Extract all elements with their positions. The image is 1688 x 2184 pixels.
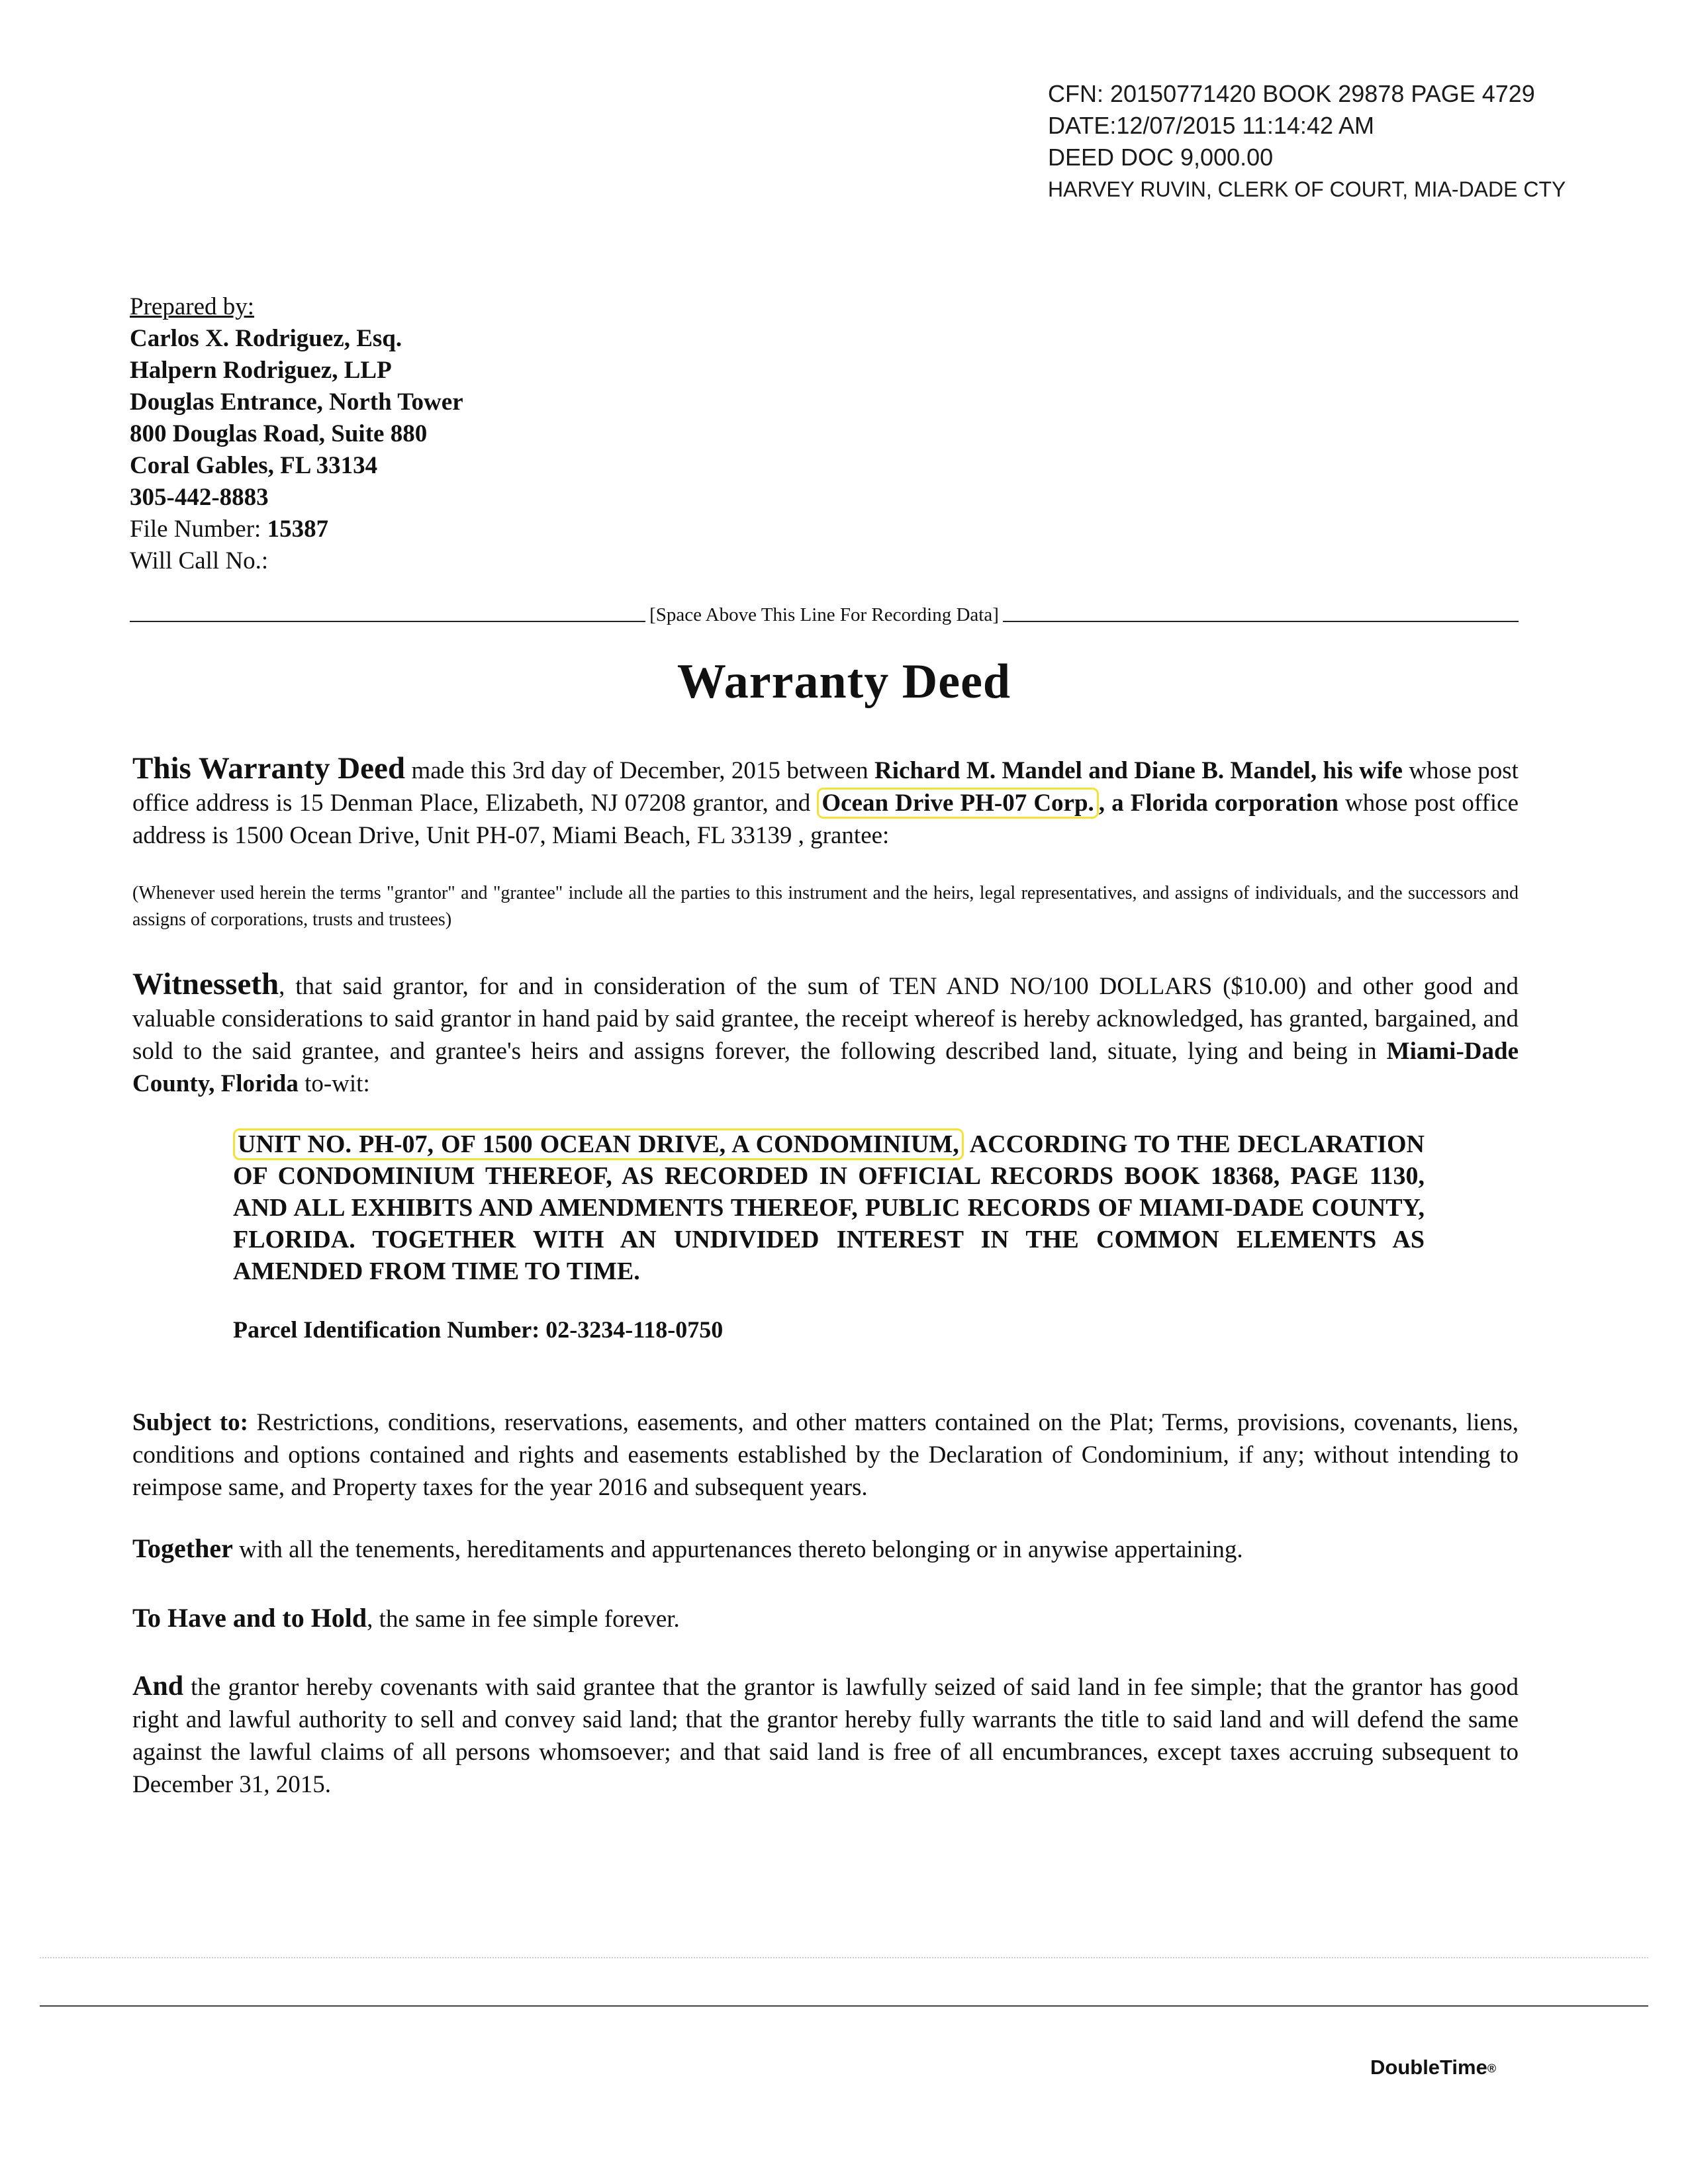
will-call-label: Will Call No.: <box>130 547 269 574</box>
recording-data-label: [Space Above This Line For Recording Data] <box>649 604 999 625</box>
witnesseth-text-1: , that said grantor, for and in consideration of the sum of TEN AND NO/100 DOLLARS ($10.00) and other good and valuable considerations to said grantor in hand paid by said grantee, the receipt whereof is hereby acknowledged, has granted, bargained, and sold to the said grantee, and grantee's heirs and assigns forever, the following described land, situate, lying and being in <box>132 973 1519 1065</box>
legal-description-rest: ACCORDING TO THE DECLARATION OF CONDOMINIUM THEREOF, AS RECORDED IN OFFICIAL RECORDS BOOK 18368, PAGE 1130, AND ALL EXHIBITS AND AMENDMENTS THEREOF, PUBLIC RECORDS OF MIAMI-DADE COUNTY, FLORIDA. TOGETHER WITH AN UNDIVIDED INTEREST IN THE COMMON ELEMENTS AS AMENDED FROM TIME TO TIME. <box>233 1130 1425 1285</box>
definitions-note: (Whenever used herein the terms "grantor" and "grantee" include all the parties to this instrument and the heirs, legal representatives, and assigns of individuals, and the successors and assigns of corporations, trusts and trustees) <box>132 883 1519 930</box>
preparer-street: 800 Douglas Road, Suite 880 <box>130 420 428 447</box>
stamp-date: DATE:12/07/2015 11:14:42 AM <box>1048 112 1374 139</box>
witnesseth-paragraph <box>132 968 1519 1100</box>
witnesseth-lead: Witnesseth <box>132 967 279 1001</box>
stamp-deed-doc: DEED DOC 9,000.00 <box>1048 144 1274 171</box>
to-have-paragraph <box>132 1602 1519 1635</box>
document-title: Warranty Deed <box>677 655 1011 709</box>
file-number-line <box>130 514 463 545</box>
intro-text-2: whose post office address is 15 Denman Place, Elizabeth, NJ 07208 grantor, and <box>132 757 1519 817</box>
file-number-value: 15387 <box>267 516 329 543</box>
parcel-id: Parcel Identification Number: 02-3234-118-0750 <box>233 1316 724 1343</box>
footer-brand <box>1370 2056 1496 2079</box>
subject-to-text: Restrictions, conditions, reservations, easements, and other matters contained on the Plat; Terms, provisions, covenants, liens, conditions and options contained and rights and easements established by the Declaration of Condominium, if any; without intending to reimpose same, and Property taxes for the year 2016 and subsequent years. <box>132 1409 1519 1501</box>
to-have-lead: To Have and to Hold <box>132 1603 367 1633</box>
preparer-building: Douglas Entrance, North Tower <box>130 388 463 416</box>
preparer-name: Carlos X. Rodriguez, Esq. <box>130 325 402 352</box>
grantee-type: , a Florida corporation <box>1098 790 1338 817</box>
intro-text-1: made this 3rd day of December, 2015 between <box>405 757 874 784</box>
witnesseth-text-2: to-wit: <box>298 1070 370 1097</box>
stamp-clerk: HARVEY RUVIN, CLERK OF COURT, MIA-DADE CTY <box>1048 177 1566 201</box>
covenant-text: the grantor hereby covenants with said grantee that the grantor is lawfully seized of said land in fee simple; that the grantor has good right and lawful authority to sell and convey said land; that the grantor hereby fully warrants the title to said land and will defend the same against the lawful claims of all persons whomsoever; and that said land is free of all encumbrances, except taxes accruing subsequent to December 31, 2015. <box>132 1674 1519 1798</box>
footer-dotted-divider <box>40 1957 1648 1958</box>
intro-lead: This Warranty Deed <box>132 751 406 786</box>
grantor-names: Richard M. Mandel and Diane B. Mandel, his wife <box>874 757 1403 784</box>
recording-stamp <box>1048 78 1566 205</box>
covenant-paragraph <box>132 1670 1519 1801</box>
covenant-lead: And <box>132 1671 184 1702</box>
recording-data-line <box>130 601 1519 626</box>
preparer-city: Coral Gables, FL 33134 <box>130 452 378 479</box>
together-text: with all the tenements, hereditaments and appurtenances thereto belonging or in anywise appertaining. <box>232 1536 1243 1563</box>
county-name: Miami-Dade County, Florida <box>132 1038 1519 1097</box>
preparer-firm: Halpern Rodriguez, LLP <box>130 357 392 384</box>
intro-text-3: whose post office address is 1500 Ocean Drive, Unit PH-07, Miami Beach, FL 33139 , grantee: <box>132 790 1519 849</box>
together-paragraph <box>132 1532 1519 1566</box>
stamp-cfn: CFN: 20150771420 BOOK 29878 PAGE 4729 <box>1048 80 1535 107</box>
grantee-name-highlight: Ocean Drive PH-07 Corp. <box>817 788 1098 819</box>
together-lead: Together <box>132 1533 233 1563</box>
legal-description <box>233 1128 1425 1287</box>
file-number-label: File Number: <box>130 516 261 543</box>
brand-name: DoubleTime <box>1370 2056 1487 2079</box>
intro-paragraph <box>132 752 1519 852</box>
prepared-by-block <box>130 291 463 577</box>
registered-mark: ® <box>1487 2062 1497 2075</box>
unit-highlight: UNIT NO. PH-07, OF 1500 OCEAN DRIVE, A CONDOMINIUM, <box>233 1128 964 1160</box>
subject-to-paragraph <box>132 1406 1519 1504</box>
preparer-phone: 305-442-8883 <box>130 484 269 511</box>
to-have-text: , the same in fee simple forever. <box>367 1606 680 1633</box>
subject-to-lead: Subject to: <box>132 1409 248 1436</box>
divider <box>130 621 645 622</box>
prepared-by-label: Prepared by: <box>130 293 255 320</box>
divider <box>1003 621 1519 622</box>
footer-divider <box>40 2005 1648 2007</box>
